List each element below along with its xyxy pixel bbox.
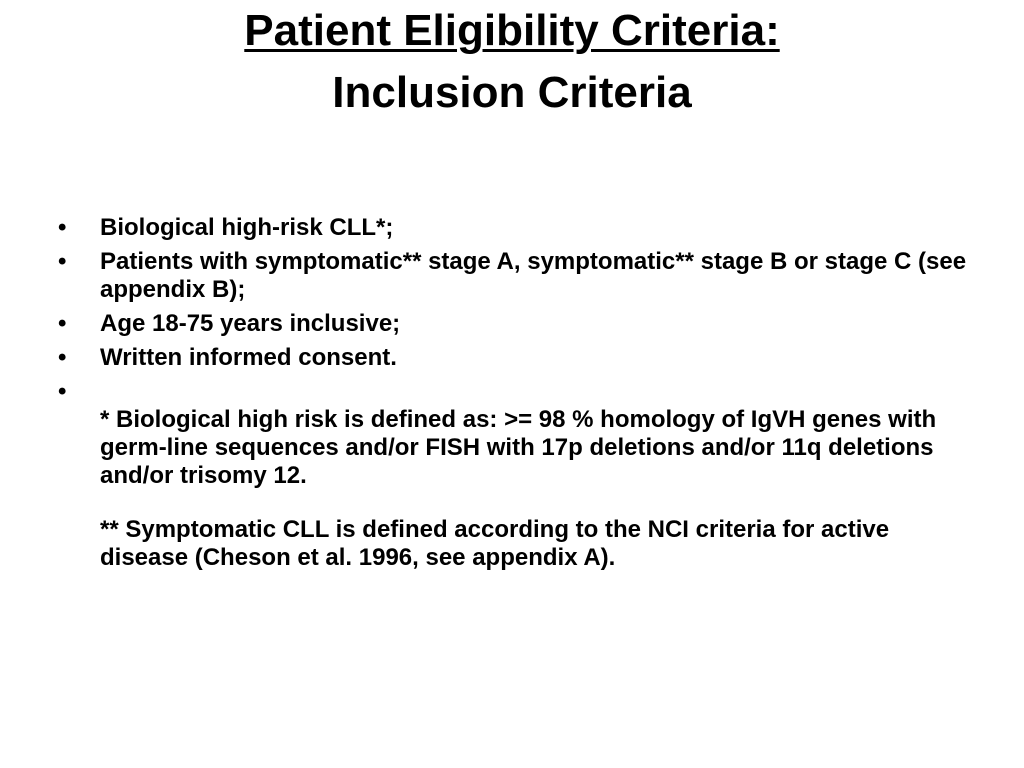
footnotes-item	[58, 378, 978, 572]
footnote-biological-risk: * Biological high risk is defined as: >= 98 % homology of IgVH genes with germ-line sequences and/or FISH with 17p deletions and/or 11q deletions and/or trisomy 12.	[100, 406, 937, 489]
bullet-icon: •	[58, 214, 67, 241]
footnotes	[100, 378, 978, 572]
bullet-icon: •	[58, 310, 67, 337]
title-line-2: Inclusion Criteria	[332, 68, 692, 117]
list-item	[58, 248, 978, 304]
criteria-list	[58, 214, 978, 578]
list-item-text: Patients with symptomatic** stage A, symptomatic** stage B or stage C (see appendix B);	[100, 248, 967, 303]
list-item	[58, 214, 978, 242]
slide-title	[0, 0, 1024, 124]
list-item-text: Age 18-75 years inclusive;	[100, 310, 401, 337]
list-item	[58, 310, 978, 338]
bullet-icon: •	[58, 344, 67, 371]
list-item	[58, 344, 978, 372]
list-item-text: Biological high-risk CLL*;	[100, 214, 394, 241]
list-item-text: Written informed consent.	[100, 344, 397, 371]
title-line-1: Patient Eligibility Criteria:	[244, 6, 780, 55]
bullet-icon: •	[58, 248, 67, 275]
footnote-symptomatic-cll: ** Symptomatic CLL is defined according to the NCI criteria for active disease (Cheson et al. 1996, see appendix A).	[100, 516, 890, 571]
bullet-icon: •	[58, 378, 67, 405]
